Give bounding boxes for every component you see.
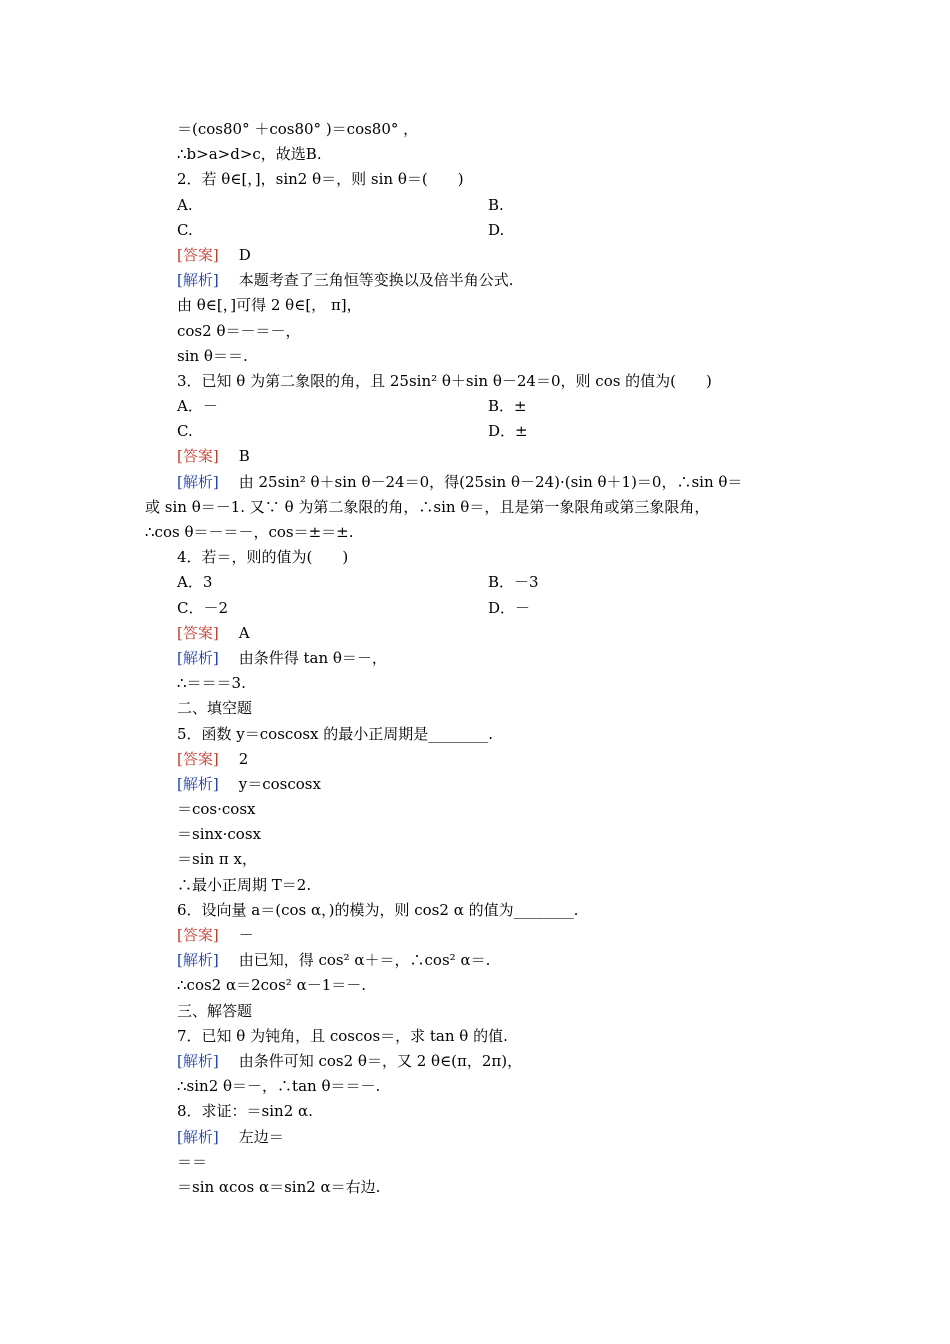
text-line [0,1049,950,1074]
line-text: C. [177,220,193,239]
text-line [0,797,950,822]
option-right: B．± [488,397,527,416]
line-text: B [238,447,250,466]
analysis-label: [解析] [177,774,219,793]
line-text: 二、填空题 [177,699,253,718]
option-right: D．－ [488,598,531,617]
text-line [0,1150,950,1175]
line-text: ∴b>a>d>c，故选B. [177,145,322,164]
line-text: 由条件得 tan θ＝－， [238,648,387,667]
line-text: ＝sinx·cosx [177,825,261,844]
text-line [0,218,950,243]
option-right: B. [488,195,504,214]
line-text: 8．求证：＝sin2 α. [177,1102,313,1121]
line-text: ＝(cos80° ＋cos80° )＝cos80° ， [177,120,419,138]
text-line [0,520,950,545]
line-text: － [238,926,254,944]
text-line [0,142,950,167]
analysis-label: [解析] [177,648,219,667]
line-text: ∴最小正周期 T＝2. [177,875,312,894]
line-text: sin θ＝＝. [177,346,248,365]
analysis-label: [解析] [177,472,219,491]
text-line [0,369,950,394]
text-line [0,243,950,268]
line-text: 2．若 θ∈[，]，sin2 θ＝，则 sin θ＝( ) [177,170,464,189]
line-text: 5．函数 y＝coscosx 的最小正周期是________. [177,724,494,743]
text-line [0,570,950,595]
text-line [0,999,950,1024]
analysis-label: [解析] [177,951,219,970]
text-line [0,696,950,721]
analysis-label: [解析] [177,1127,219,1146]
text-line [0,873,950,898]
line-text: 本题考查了三角恒等变换以及倍半角公式. [238,271,514,290]
line-text: ∴cos2 α＝2cos² α－1＝－. [177,976,367,995]
line-text: 由条件可知 cos2 θ＝，又 2 θ∈(π，2π)， [238,1051,523,1070]
line-text: ∴sin2 θ＝－，∴tan θ＝＝－. [177,1077,381,1096]
line-text: 由已知，得 cos² α＋＝，∴cos² α＝. [238,951,491,970]
line-text: 三、解答题 [177,1001,253,1020]
text-line [0,747,950,772]
line-text: ＝cos·cosx [177,800,256,819]
line-text: ∴＝＝＝3. [177,674,246,693]
answer-label: [答案] [177,245,219,264]
text-line [0,470,950,495]
text-line [0,621,950,646]
text-line [0,1099,950,1124]
text-line [0,293,950,318]
answer-label: [答案] [177,447,219,466]
text-line [0,923,950,948]
analysis-label: [解析] [177,1051,219,1070]
line-text: 7．已知 θ 为钝角，且 coscos＝，求 tan θ 的值. [177,1026,508,1045]
text-line [0,596,950,621]
line-text: A．－ [177,397,218,416]
line-text: 左边＝ [238,1127,284,1146]
text-line [0,646,950,671]
text-line [0,495,950,520]
line-text: 2 [238,749,249,768]
text-line [0,444,950,469]
text-line [0,545,950,570]
text-line [0,772,950,797]
text-line [0,193,950,218]
analysis-label: [解析] [177,271,219,290]
line-text: ＝＝ [177,1152,208,1171]
text-line [0,319,950,344]
line-text: cos2 θ＝－＝－， [177,321,301,340]
line-text: 由 θ∈[，]可得 2 θ∈[， π]， [177,296,362,315]
text-line [0,1074,950,1099]
text-line [0,671,950,696]
text-line [0,419,950,444]
text-line [0,394,950,419]
line-text: A．3 [177,573,213,592]
line-text: ＝sin π x， [177,850,258,869]
text-line [0,898,950,923]
text-line [0,117,950,142]
answer-label: [答案] [177,623,219,642]
text-line [0,1125,950,1150]
text-line [0,973,950,998]
line-text: ∴cos θ＝－＝－，cos＝±＝±. [145,523,354,541]
text-line [0,847,950,872]
line-text: 3．已知 θ 为第二象限的角，且 25sin² θ＋sin θ－24＝0，则 cos 的值为( ) [177,371,712,390]
line-text: 4．若＝，则的值为( ) [177,548,349,567]
answer-label: [答案] [177,749,219,768]
line-text: A. [177,195,193,214]
line-text: 或 sin θ＝－1. 又∵ θ 为第二象限的角，∴sin θ＝，且是第一象限角或第三象限角， [145,497,710,516]
line-text: C. [177,422,193,441]
option-right: D．± [488,422,528,441]
text-line [0,948,950,973]
line-text: 6．设向量 a＝(cos α，)的模为，则 cos2 α 的值为________. [177,900,579,919]
line-text: 由 25sin² θ＋sin θ－24＝0，得(25sin θ－24)·(sin θ＋1)＝0，∴sin θ＝ [238,472,743,491]
text-line [0,1024,950,1049]
text-line [0,822,950,847]
line-text: A [238,623,250,642]
document-body [0,117,950,1200]
answer-label: [答案] [177,926,219,944]
option-right: B．－3 [488,573,539,592]
text-line [0,268,950,293]
line-text: y＝coscosx [238,774,321,793]
line-text: C．－2 [177,598,229,617]
option-right: D. [488,220,505,239]
line-text: D [238,245,251,264]
text-line [0,1175,950,1200]
text-line [0,167,950,192]
text-line [0,722,950,747]
text-line [0,344,950,369]
line-text: ＝sin αcos α＝sin2 α＝右边. [177,1177,381,1196]
